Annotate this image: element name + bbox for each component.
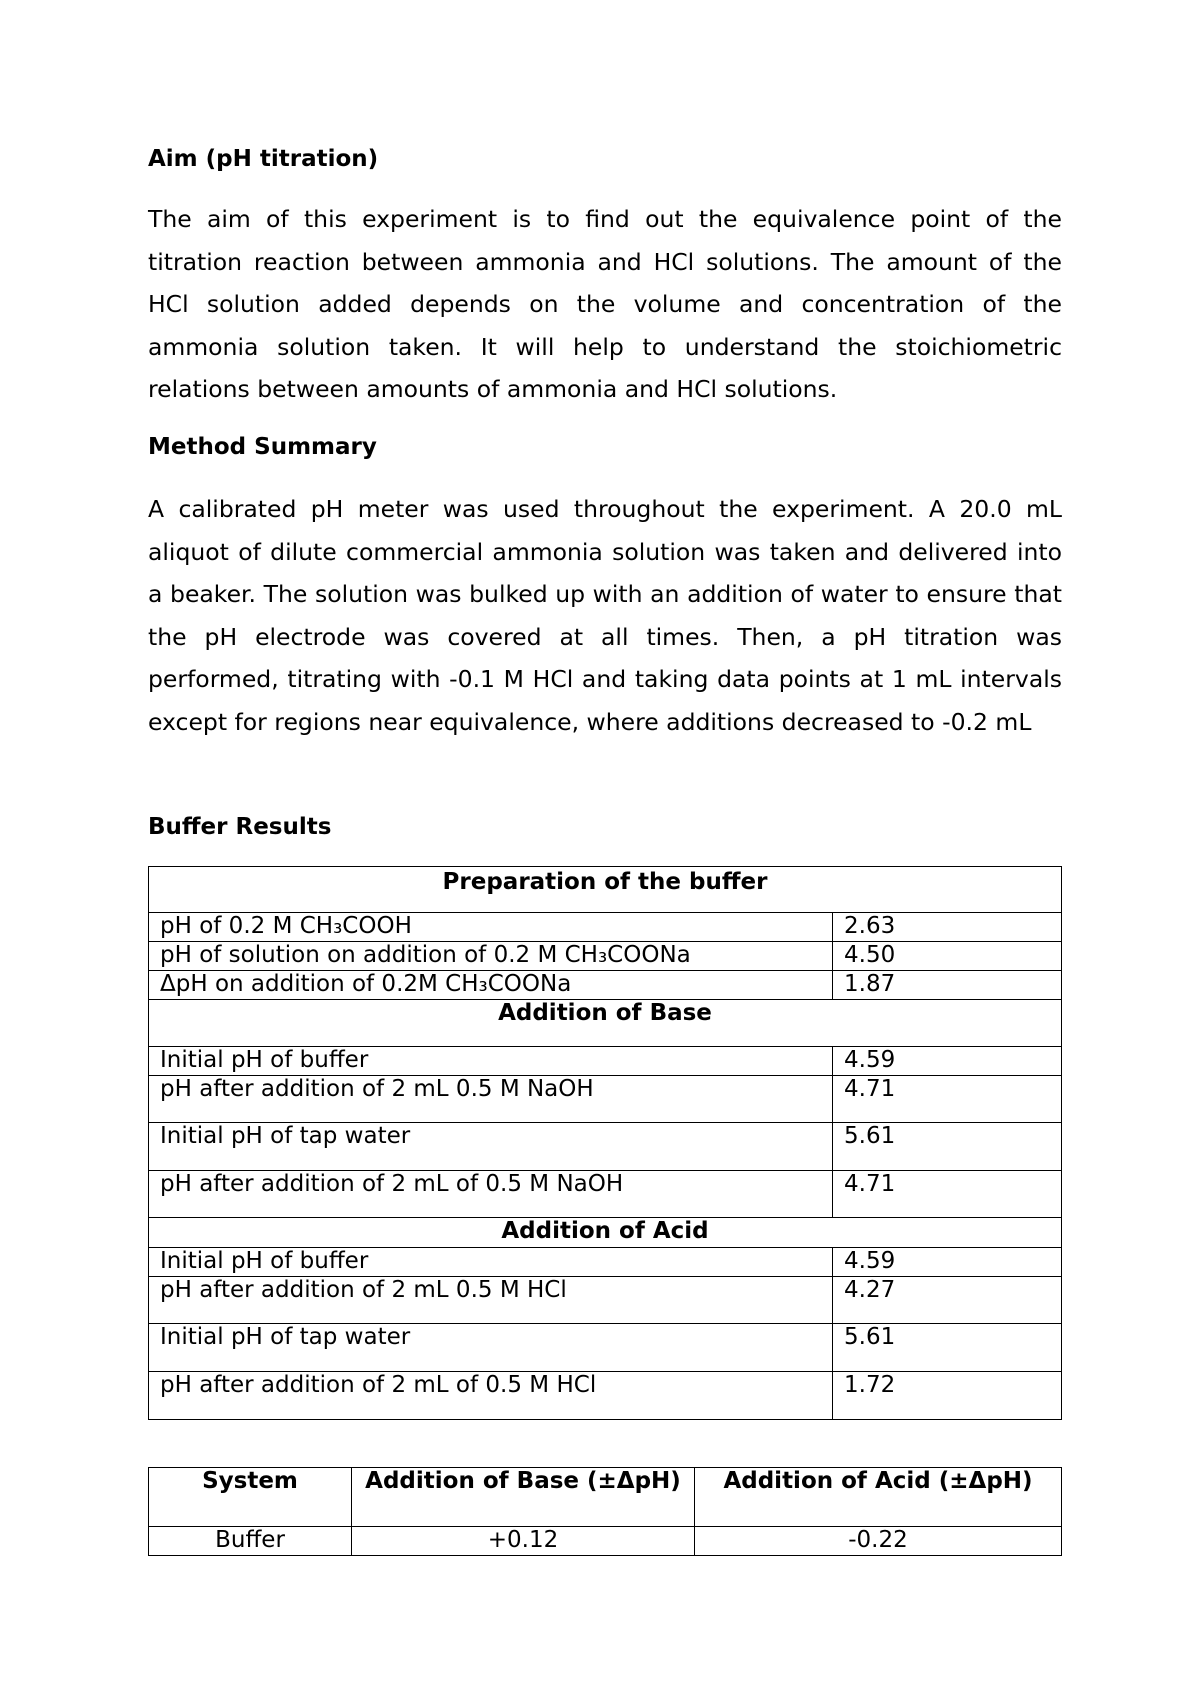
table-section-row (149, 1218, 1062, 1248)
table-row (149, 913, 1062, 942)
row-value: 4.59 (833, 1047, 1062, 1076)
row-label: Initial pH of buffer (149, 1248, 833, 1277)
table-row (149, 1527, 1062, 1556)
table-row (149, 1076, 1062, 1123)
cell-base: +0.12 (352, 1527, 695, 1556)
table-row (149, 1123, 1062, 1171)
row-label: Initial pH of tap water (149, 1123, 833, 1171)
method-paragraph: A calibrated pH meter was used throughout the experiment. A 20.0 mL aliquot of dilute commercial ammonia solution was taken and delivered into a beaker. The solution was bulked up with an addition of water to ensure that the pH electrode was covered at all times. Then, a pH titration was performed, titrating with -0.1 M HCl and taking data points at 1 mL intervals except for regions near equivalence, where additions decreased to -0.2 mL (148, 495, 1062, 736)
aim-paragraph: The aim of this experiment is to find out the equivalence point of the titration reaction between ammonia and HCl solutions. The amount of the HCl solution added depends on the volume and concentration of the ammonia solution taken. It will help to understand the stoichiometric relations between amounts of ammonia and HCl solutions. (148, 205, 1062, 404)
row-value: 4.27 (833, 1277, 1062, 1324)
row-value: 4.50 (833, 942, 1062, 971)
table-row (149, 1047, 1062, 1076)
header-acid: Addition of Acid (±ΔpH) (695, 1468, 1062, 1527)
summary-header-row (149, 1468, 1062, 1527)
table-row (149, 971, 1062, 1000)
table-row (149, 1372, 1062, 1420)
table-row (149, 1171, 1062, 1218)
row-value: 4.71 (833, 1076, 1062, 1123)
header-system: System (149, 1468, 352, 1527)
row-label: ΔpH on addition of 0.2M CH₃COONa (149, 971, 833, 1000)
cell-system: Buffer (149, 1527, 352, 1556)
row-value: 4.59 (833, 1248, 1062, 1277)
table-row (149, 1324, 1062, 1372)
buffer-results-table (148, 866, 1062, 1420)
cell-acid: -0.22 (695, 1527, 1062, 1556)
header-base: Addition of Base (±ΔpH) (352, 1468, 695, 1527)
row-label: pH of 0.2 M CH₃COOH (149, 913, 833, 942)
table-row (149, 942, 1062, 971)
section-title-acid: Addition of Acid (149, 1218, 1062, 1248)
row-label: pH after addition of 2 mL 0.5 M HCl (149, 1277, 833, 1324)
row-value: 5.61 (833, 1123, 1062, 1171)
row-value: 1.87 (833, 971, 1062, 1000)
buffer-results-heading: Buffer Results (148, 814, 332, 840)
row-label: Initial pH of tap water (149, 1324, 833, 1372)
aim-heading: Aim (pH titration) (148, 146, 379, 172)
row-value: 4.71 (833, 1171, 1062, 1218)
section-title-preparation: Preparation of the buffer (149, 867, 1062, 913)
method-heading: Method Summary (148, 434, 377, 460)
table-row (149, 1248, 1062, 1277)
summary-table (148, 1467, 1062, 1556)
row-value: 1.72 (833, 1372, 1062, 1420)
row-value: 2.63 (833, 913, 1062, 942)
row-label: pH after addition of 2 mL of 0.5 M NaOH (149, 1171, 833, 1218)
row-value: 5.61 (833, 1324, 1062, 1372)
table-section-row (149, 1000, 1062, 1047)
section-title-base: Addition of Base (149, 1000, 1062, 1047)
table-section-row (149, 867, 1062, 913)
row-label: Initial pH of buffer (149, 1047, 833, 1076)
table-row (149, 1277, 1062, 1324)
row-label: pH after addition of 2 mL of 0.5 M HCl (149, 1372, 833, 1420)
row-label: pH of solution on addition of 0.2 M CH₃COONa (149, 942, 833, 971)
row-label: pH after addition of 2 mL 0.5 M NaOH (149, 1076, 833, 1123)
